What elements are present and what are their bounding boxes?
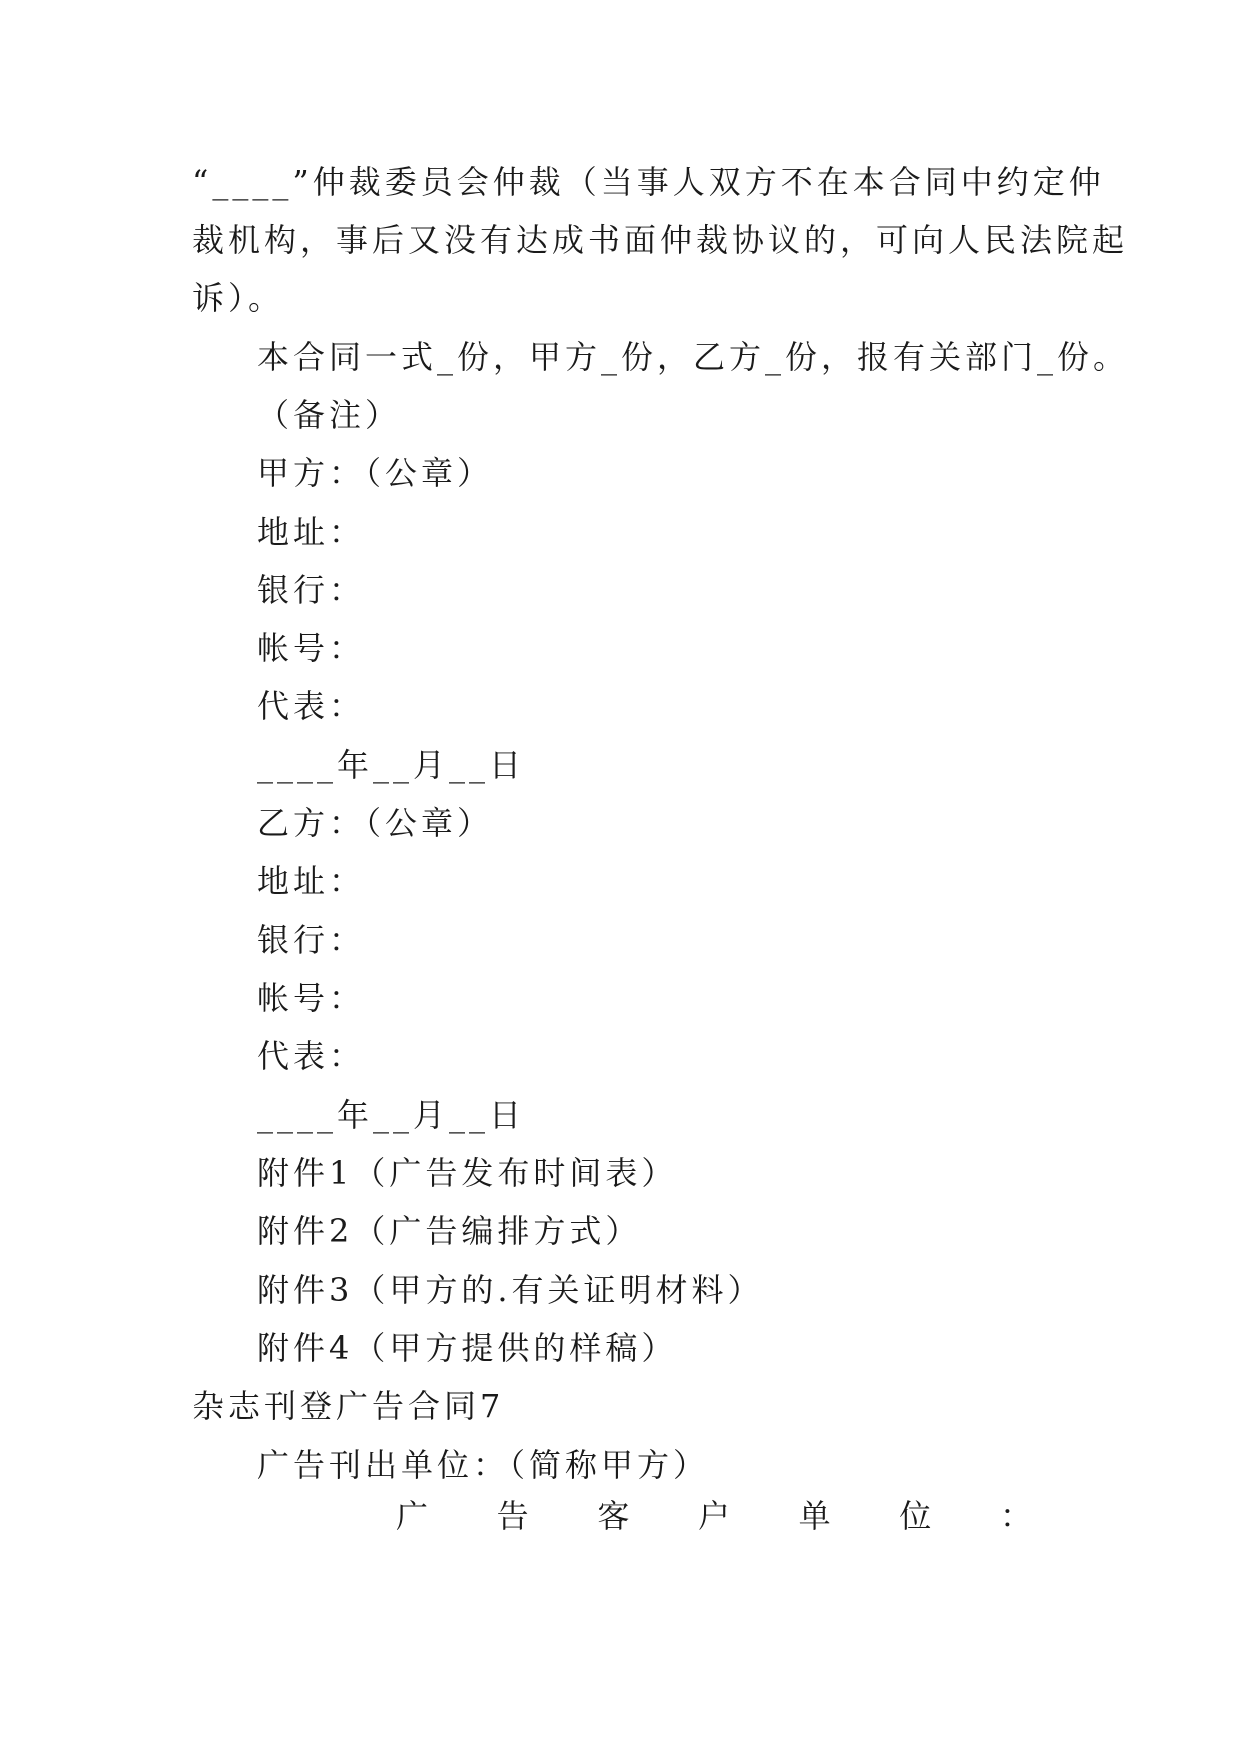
party-a-address: 地址： bbox=[257, 513, 366, 551]
party-b-bank: 银行： bbox=[257, 921, 366, 959]
client-label-char: 户 bbox=[697, 1497, 730, 1535]
party-a-date: ____年__月__日 bbox=[257, 746, 526, 784]
party-b-address: 地址： bbox=[257, 862, 366, 900]
publisher-label: 广告刊出单位：（简称甲方） bbox=[257, 1446, 710, 1484]
party-a-title: 甲方：（公章） bbox=[257, 454, 494, 492]
party-b-representative: 代表： bbox=[257, 1037, 366, 1075]
client-label-char: 告 bbox=[496, 1497, 529, 1535]
copies-clause: 本合同一式_份，甲方_份，乙方_份，报有关部门_份。 bbox=[257, 338, 1130, 376]
client-label-char: 客 bbox=[597, 1497, 630, 1535]
client-label-char: ： bbox=[999, 1497, 1032, 1535]
party-a-bank: 银行： bbox=[257, 571, 366, 609]
remark-label: （备注） bbox=[257, 396, 402, 434]
arbitration-paragraph-line-2: 裁机构，事后又没有达成书面仲裁协议的，可向人民法院起 bbox=[192, 221, 1129, 259]
party-b-title: 乙方：（公章） bbox=[257, 804, 494, 842]
party-a-representative: 代表： bbox=[257, 687, 366, 725]
party-b-account: 帐号： bbox=[257, 979, 366, 1017]
party-b-date: ____年__月__日 bbox=[257, 1096, 526, 1134]
arbitration-paragraph-line-3: 诉）。 bbox=[192, 279, 285, 317]
client-label-char: 位 bbox=[899, 1497, 932, 1535]
client-label-char: 单 bbox=[798, 1497, 831, 1535]
section-title: 杂志刊登广告合同7 bbox=[192, 1387, 505, 1425]
attachment-item: 附件3（甲方的.有关证明材料） bbox=[257, 1271, 764, 1309]
attachment-item: 附件4（甲方提供的样稿） bbox=[257, 1329, 678, 1367]
party-a-account: 帐号： bbox=[257, 629, 366, 667]
attachment-item: 附件2（广告编排方式） bbox=[257, 1212, 642, 1250]
attachment-item: 附件1（广告发布时间表） bbox=[257, 1154, 678, 1192]
client-label bbox=[396, 1496, 1032, 1536]
arbitration-paragraph-line-1: “____”仲裁委员会仲裁（当事人双方不在本合同中约定仲 bbox=[192, 163, 1105, 201]
client-label-char: 广 bbox=[396, 1497, 429, 1535]
